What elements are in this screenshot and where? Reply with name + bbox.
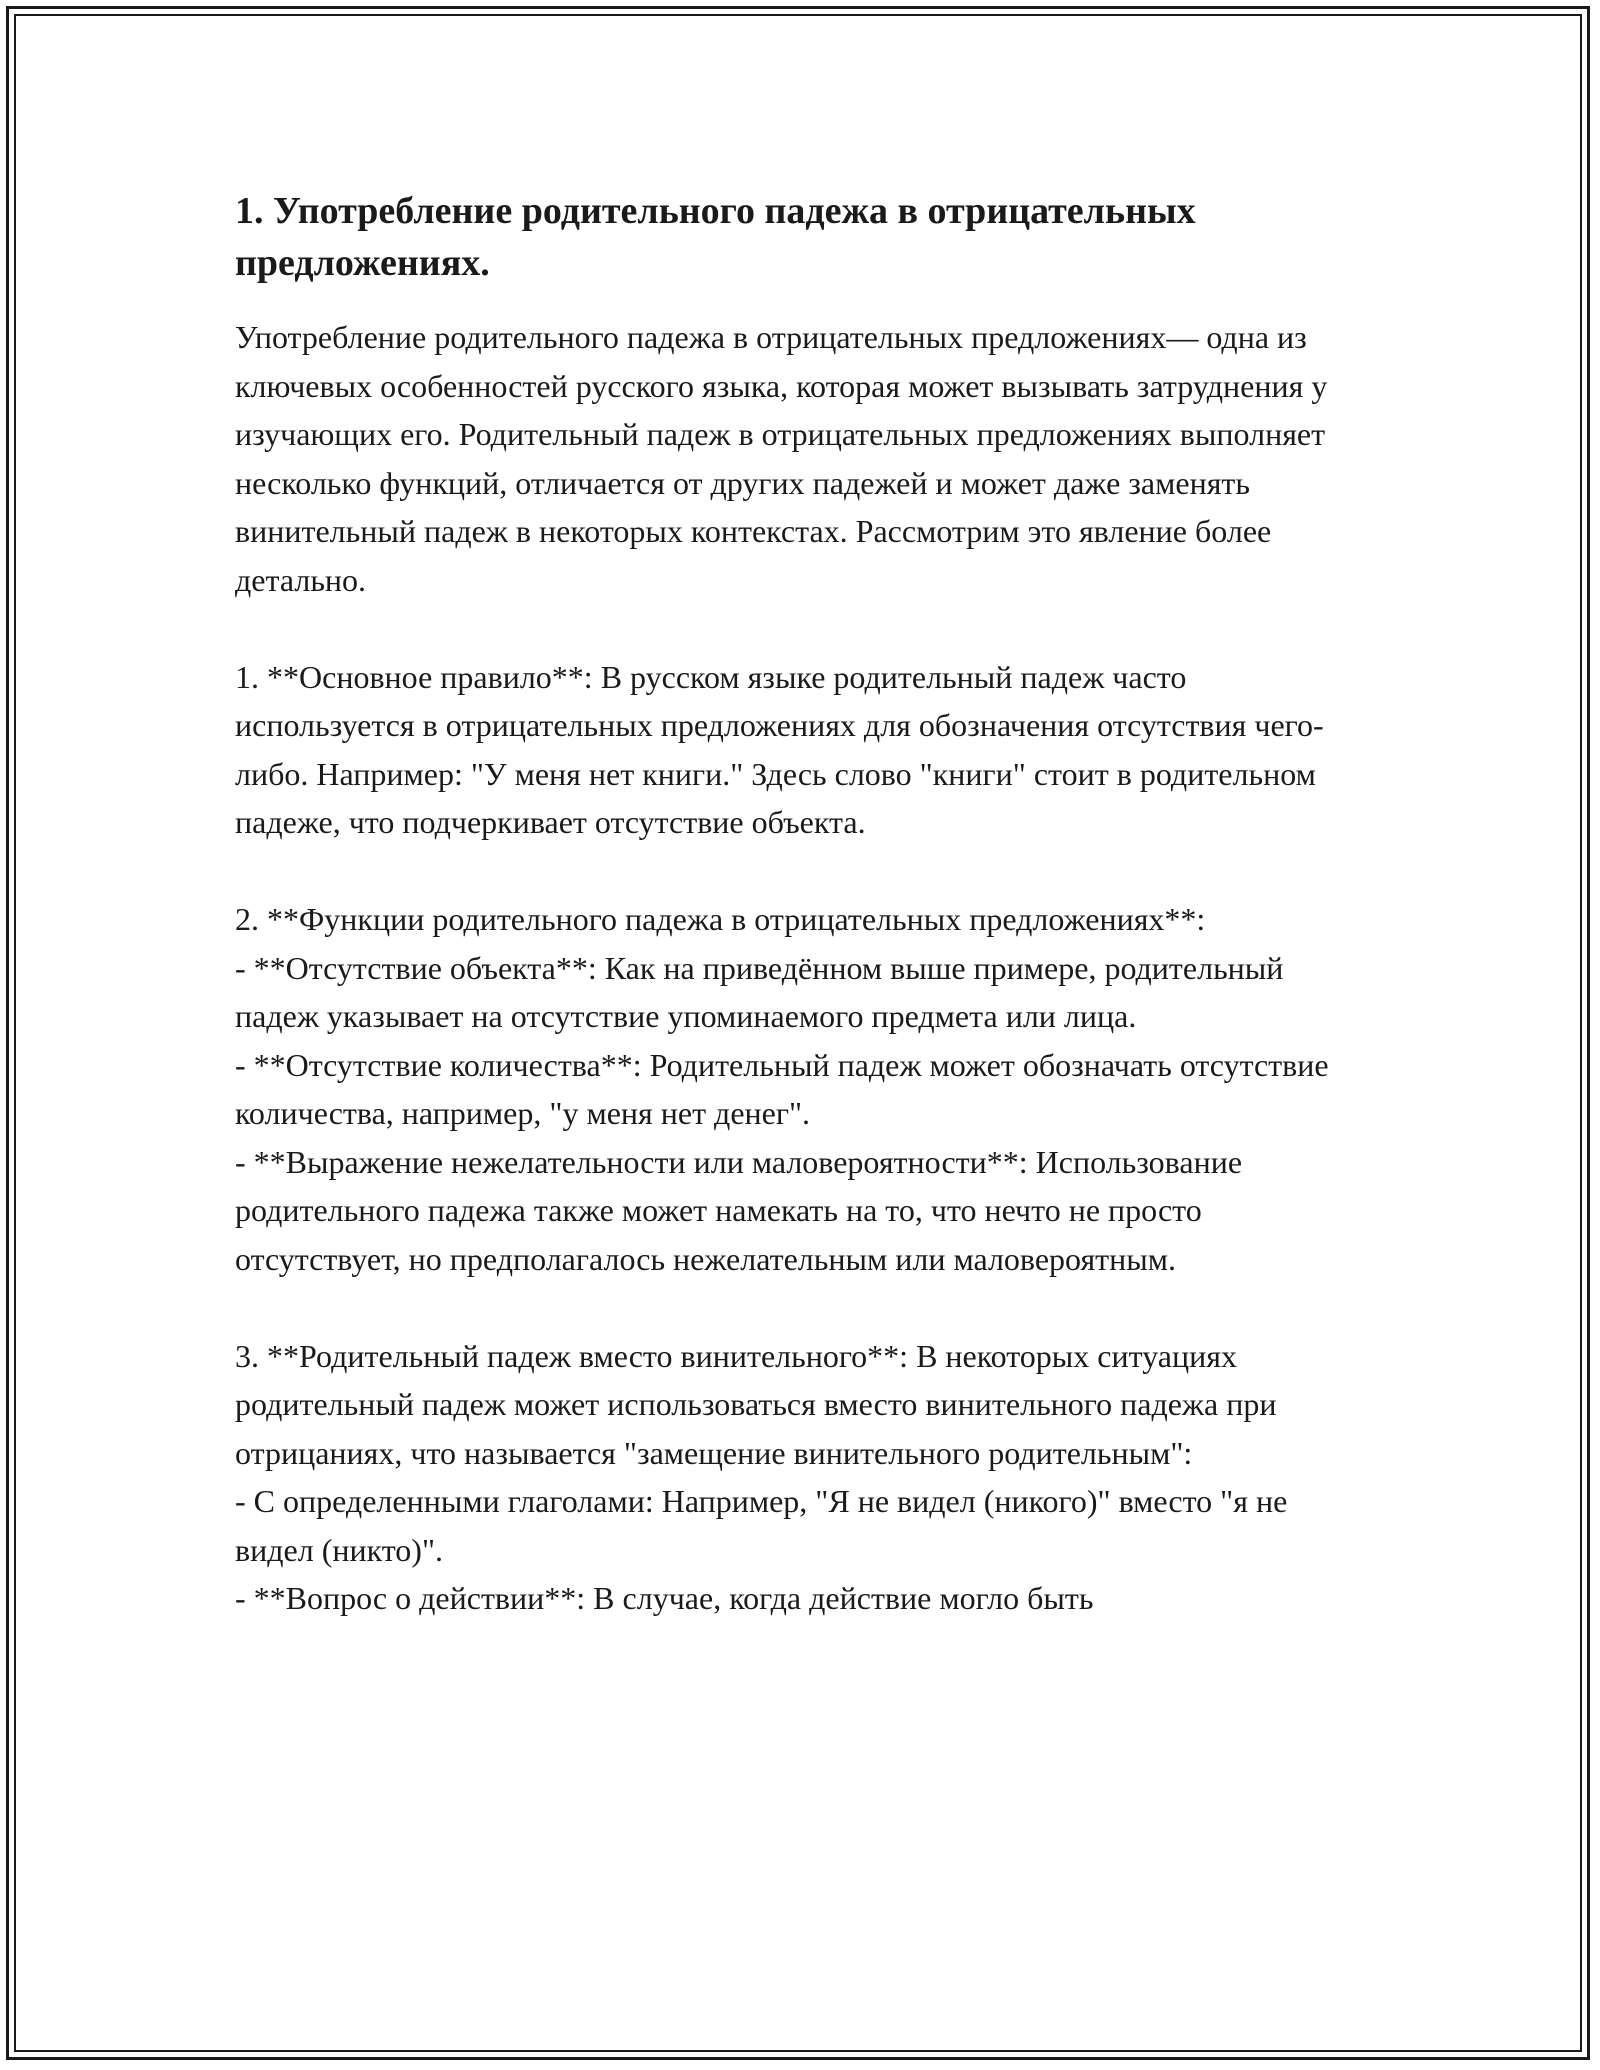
- rule-paragraph: 1. **Основное правило**: В русском языке родительный падеж часто используется в отрицательных предложениях для обозначения отсутствия чего-либо. Например: "У меня нет книги." Здесь слово "книги" стоит в родительном падеже, что подчеркивает отсутствие объекта.: [235, 658, 1324, 840]
- section-heading: 1. Употребление родительного падежа в отрицательных предложениях.: [235, 190, 1196, 284]
- intro-paragraph: Употребление родительного падежа в отрицательных предложениях— одна из ключевых особенностей русского языка, которая может вызывать затруднения у изучающих его. Родительный падеж в отрицательных предложениях выполняет несколько функций, отличается от других падежей и может даже заменять винительный падеж в некоторых контекстах. Рассмотрим это явление более детально.: [235, 319, 1328, 598]
- paragraph-gap: [235, 847, 1365, 896]
- paragraph-gap: [235, 604, 1365, 653]
- paragraph-gap: [235, 1283, 1365, 1332]
- document-body: [235, 185, 1365, 1623]
- substitution-paragraph: 3. **Родительный падеж вместо винительного**: В некоторых ситуациях родительный падеж может использоваться вместо винительного падежа при отрицаниях, что называется "замещение винительного родительным": - С определенными глаголами: Например, "Я не видел (никого)" вместо "я не видел (никто)". - **Вопрос о действии**: В случае, когда действие могло быть: [235, 1337, 1288, 1616]
- functions-paragraph: 2. **Функции родительного падежа в отрицательных предложениях**: - **Отсутствие объекта**: Как на приведённом выше примере, родительный падеж указывает на отсутствие упоминаемого предмета или лица. - **Отсутствие количества**: Родительный падеж может обозначать отсутствие количества, например, "у меня нет денег". - **Выражение нежелательности или маловероятности**: Использование родительного падежа также может намекать на то, что нечто не просто отсутствует, но предполагалось нежелательным или маловероятным.: [235, 901, 1329, 1277]
